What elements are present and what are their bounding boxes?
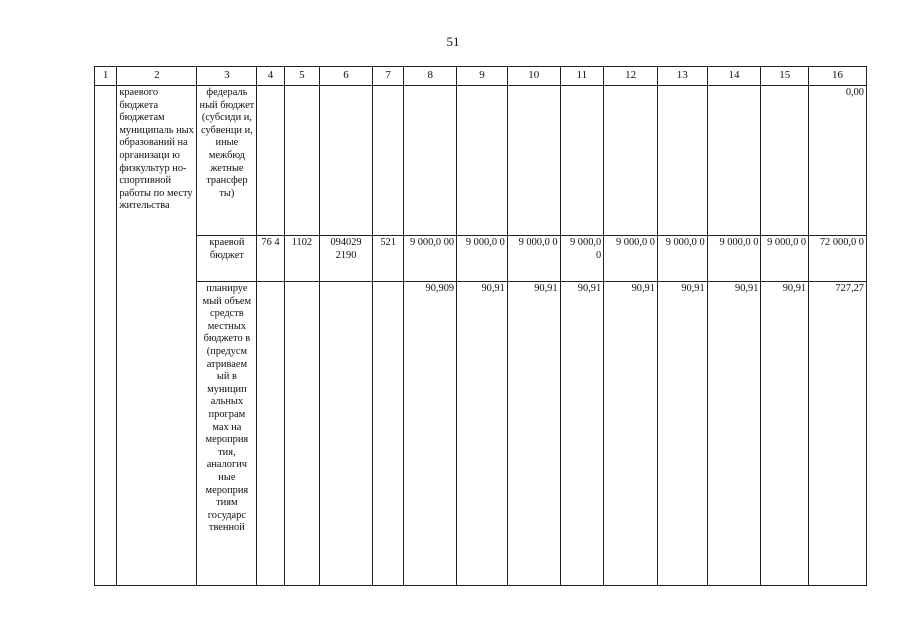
header-cell: 4	[257, 67, 284, 86]
header-cell: 16	[809, 67, 867, 86]
cell	[284, 282, 320, 586]
value-cell	[560, 86, 604, 236]
value-cell: 90,91	[560, 282, 604, 586]
cell	[257, 86, 284, 236]
cell	[372, 86, 403, 236]
source-cell: планируе мый объем средств местных бюджето в (предусм атриваем ый в муницип альных програм мах на мероприя тия, аналогич ные мероприя тиям государс твенной	[197, 282, 257, 586]
cell	[257, 282, 284, 586]
value-cell	[404, 86, 457, 236]
value-cell	[707, 86, 761, 236]
header-row	[95, 67, 867, 86]
cell: 521	[372, 236, 403, 282]
value-cell: 9 000,0 0	[761, 236, 809, 282]
cell	[284, 86, 320, 236]
header-cell: 12	[604, 67, 658, 86]
value-cell: 9 000,0 0	[560, 236, 604, 282]
header-cell: 11	[560, 67, 604, 86]
header-cell: 2	[117, 67, 197, 86]
page-number: 51	[446, 34, 460, 49]
source-cell: федераль ный бюджет (субсиди и, субвенци и, иные межбюд жетные трансфер ты)	[197, 86, 257, 236]
cell: 1102	[284, 236, 320, 282]
value-cell: 9 000,0 0	[507, 236, 560, 282]
value-cell: 90,91	[507, 282, 560, 586]
cell	[320, 86, 373, 236]
header-cell: 14	[707, 67, 761, 86]
cell: 76 4	[257, 236, 284, 282]
value-cell: 9 000,0 0	[657, 236, 707, 282]
total-cell: 0,00	[809, 86, 867, 236]
cell	[320, 282, 373, 586]
header-cell: 9	[457, 67, 508, 86]
cell: 094029 2190	[320, 236, 373, 282]
event-name-cell: краевого бюджета бюджетам муниципаль ных образований на организаци ю физкультур но-спортивной работы по месту жительства	[117, 86, 197, 586]
header-cell: 15	[761, 67, 809, 86]
header-cell: 5	[284, 67, 320, 86]
header-cell: 3	[197, 67, 257, 86]
value-cell: 90,91	[707, 282, 761, 586]
cell	[372, 282, 403, 586]
value-cell: 90,91	[657, 282, 707, 586]
value-cell	[604, 86, 658, 236]
col1-cell	[95, 86, 117, 586]
header-cell: 1	[95, 67, 117, 86]
value-cell: 9 000,0 0	[707, 236, 761, 282]
value-cell: 90,91	[457, 282, 508, 586]
table-row-federal	[95, 86, 867, 236]
value-cell: 90,909	[404, 282, 457, 586]
value-cell	[657, 86, 707, 236]
header-cell: 10	[507, 67, 560, 86]
table-row-regional	[95, 236, 867, 282]
value-cell	[761, 86, 809, 236]
header-cell: 7	[372, 67, 403, 86]
table-row-local	[95, 282, 867, 586]
value-cell: 9 000,0 0	[604, 236, 658, 282]
budget-table	[94, 66, 867, 586]
header-cell: 6	[320, 67, 373, 86]
value-cell	[507, 86, 560, 236]
source-cell: краевой бюджет	[197, 236, 257, 282]
total-cell: 72 000,0 0	[809, 236, 867, 282]
total-cell: 727,27	[809, 282, 867, 586]
value-cell	[457, 86, 508, 236]
value-cell: 90,91	[761, 282, 809, 586]
value-cell: 90,91	[604, 282, 658, 586]
header-cell: 8	[404, 67, 457, 86]
header-cell: 13	[657, 67, 707, 86]
value-cell: 9 000,0 00	[404, 236, 457, 282]
value-cell: 9 000,0 0	[457, 236, 508, 282]
